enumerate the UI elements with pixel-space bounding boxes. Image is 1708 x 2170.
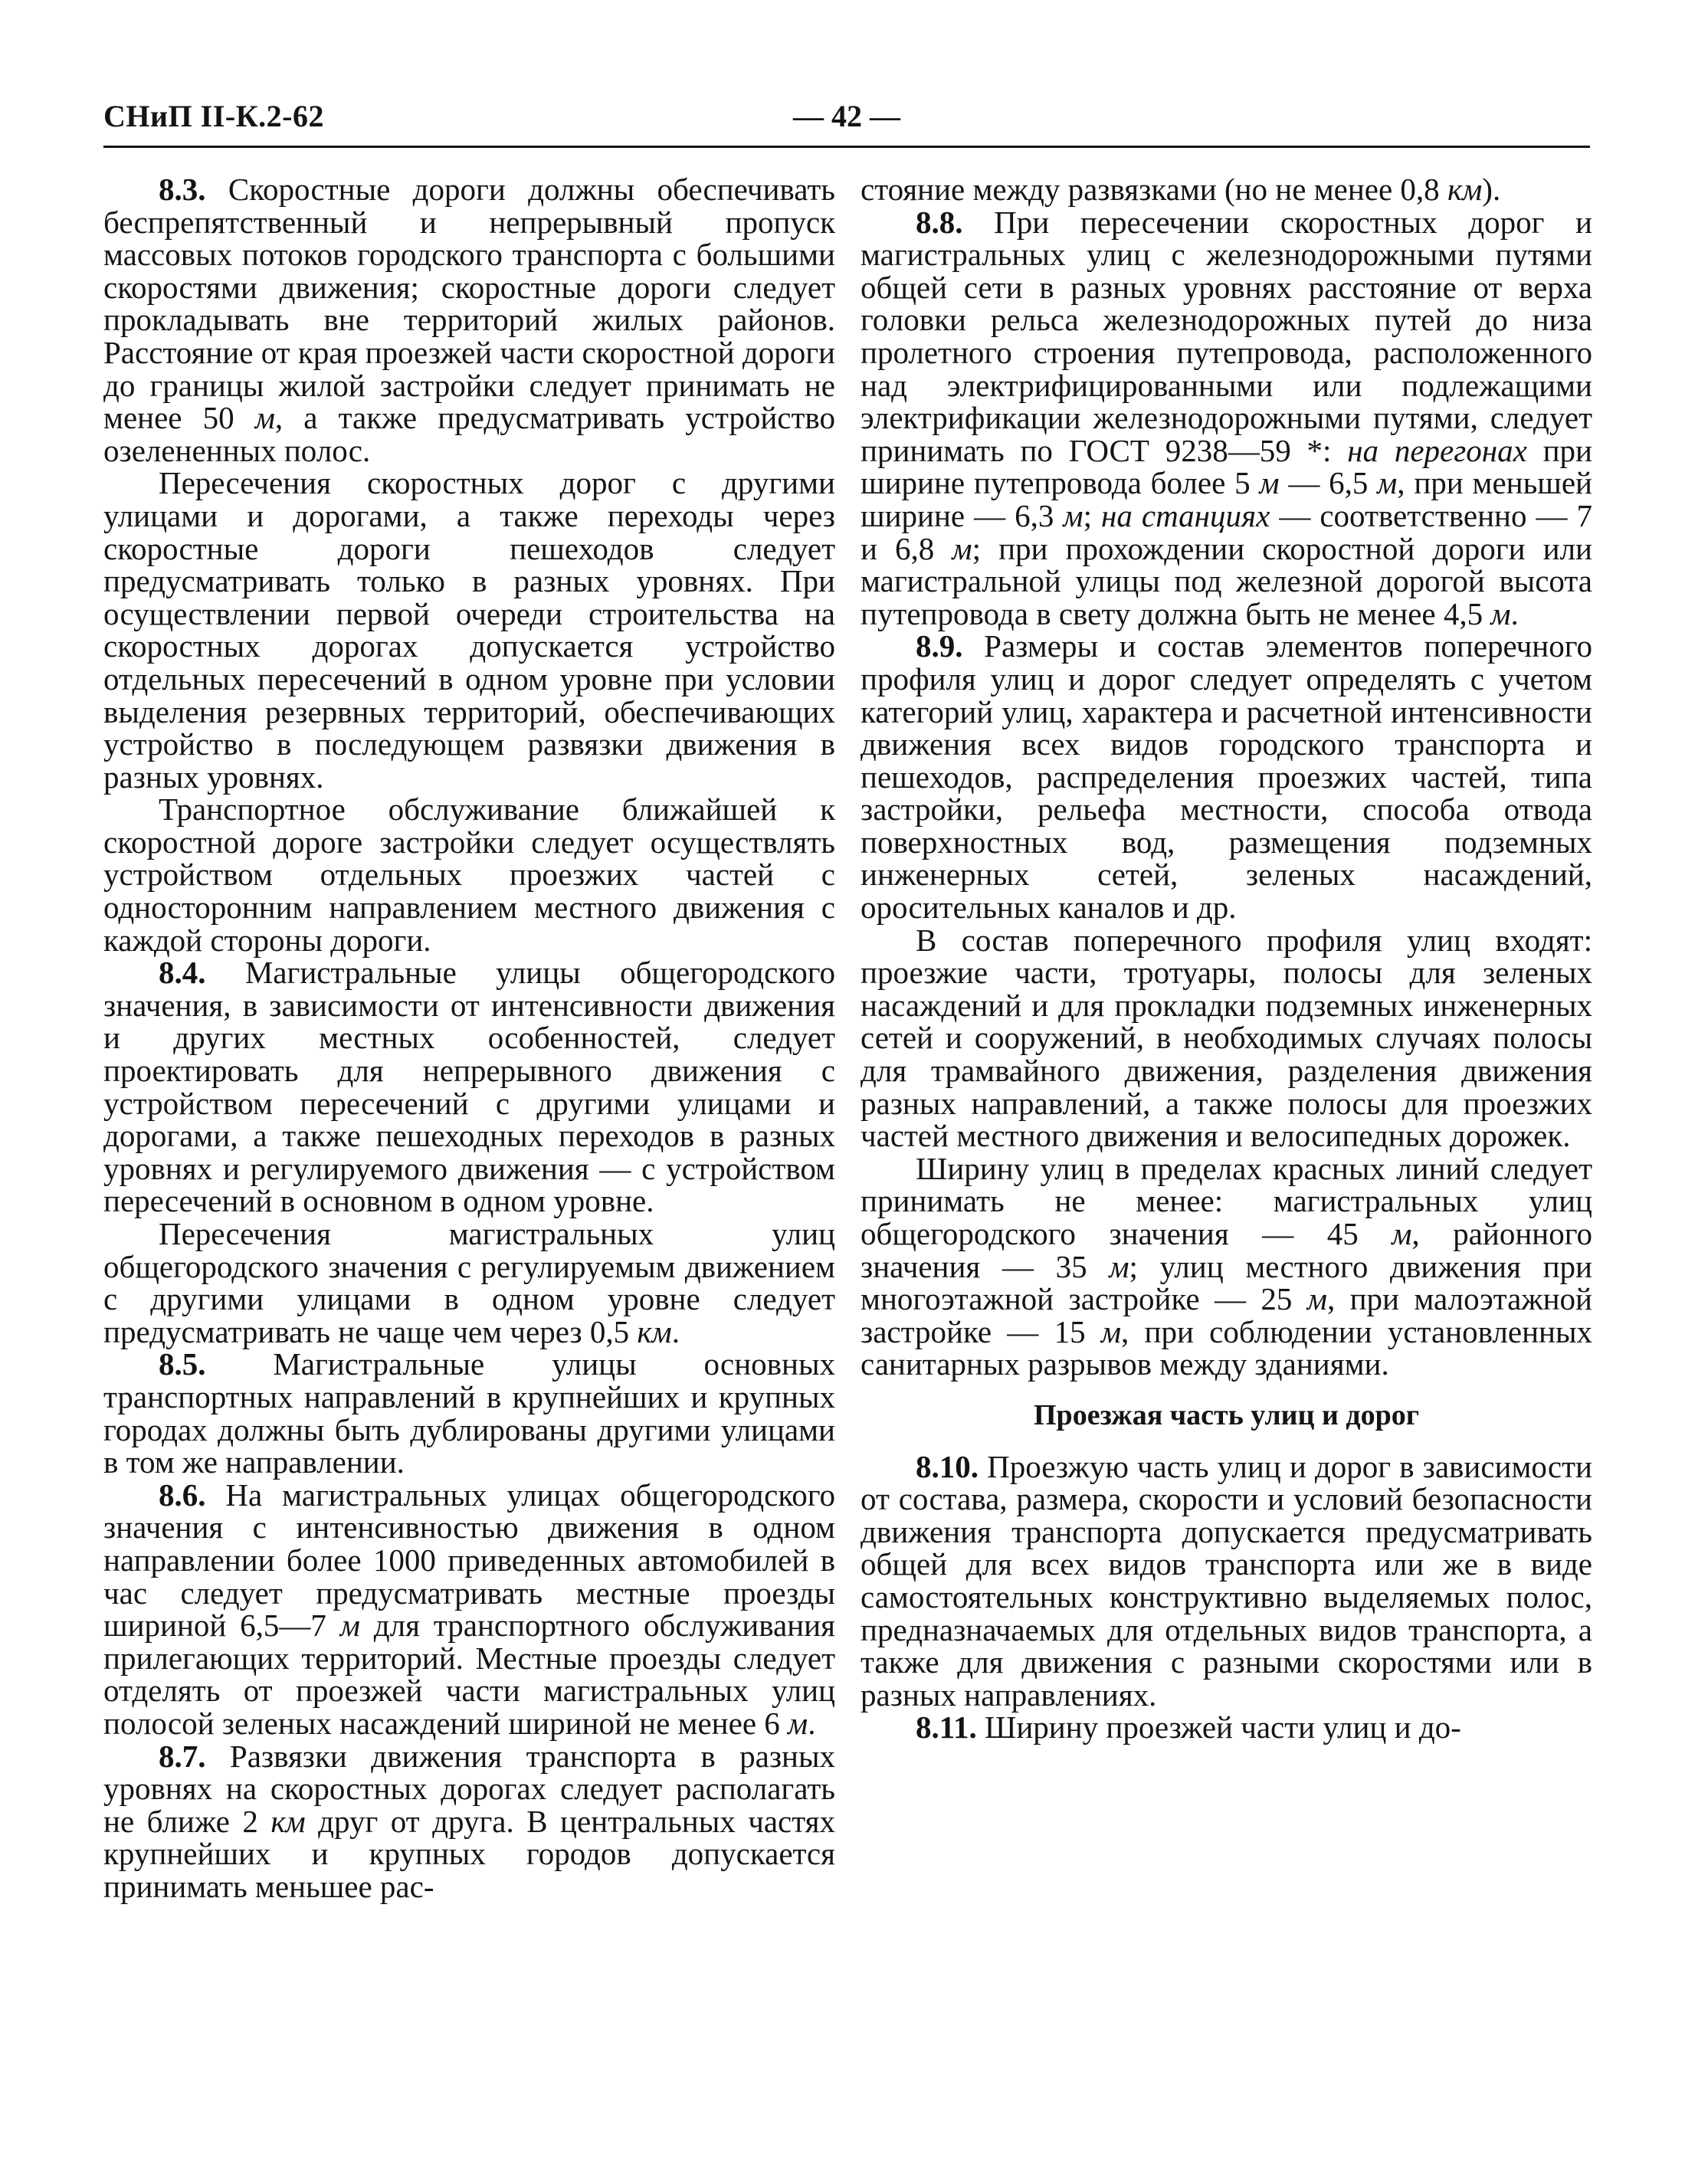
paragraph-8-9-composition: В состав поперечного профиля улиц входят: проезжие части, тротуары, полосы для зеленых насаждений и для прокладки подземных инженерных сетей и сооружений, в необходимых случаях полосы для трамвайного движения, разделения движения разных направлений, а также полосы для проезжих частей местного движения и велосипедных дорожек. [861, 922, 1592, 1154]
unit-m: м [1306, 1281, 1327, 1317]
section-title: Проезжая часть улиц и дорог [1034, 1398, 1419, 1431]
unit-m: м [254, 400, 275, 436]
paragraph-8-5: 8.5. Магистральные улицы основных транспортных направлений в крупнейших и крупных городах должны быть дублированы другими улицами в том же направлении. [103, 1346, 835, 1480]
clause-number: 8.10. [916, 1448, 979, 1484]
paragraph-8-7: 8.7. Развязки движения транспорта в разных уровнях на скоростных дорогах следует располагать не ближе 2 км друг от друга. В центральных частях крупнейших и крупных городов допускается принимать меньшее рас- [103, 1738, 835, 1904]
unit-m: м [788, 1705, 808, 1741]
italic-term: на перегонах [1347, 432, 1527, 468]
clause-number: 8.7. [159, 1738, 206, 1774]
italic-term: на станциях [1101, 497, 1270, 533]
paragraph-8-8: 8.8. При пересечении скоростных дорог и магистральных улиц с железнодорожными путями общей сети в разных уровнях расстояние от верха головки рельса железнодорожных путей до низа пролетного строения путепровода, расположенного над электрифицированными или подлежащими электрификации железнодорожными путями, следует принимать по ГОСТ 9238—59 *: на перегонах при ширине путепровода более 5 м — 6,5 м, при меньшей ширине — 6,3 м; на станциях — соответственно — 7 и 6,8 м; при прохождении скоростной дороги или магистральной улицы под железной дорогой высота путепровода в свету должна быть не менее 4,5 м. [861, 204, 1593, 631]
paragraph-8-4: 8.4. Магистральные улицы общегородского значения, в зависимости от интенсивности движения и других местных особенностей, следует проектировать для непрерывного движения с устройством пересечений с другими улицами и дорогами, а также пешеходных переходов в разных уровнях и регулируемого движения — с устройством пересечений в основном в одном уровне. [103, 955, 835, 1219]
unit-km: км [637, 1313, 672, 1349]
clause-number: 8.3. [159, 172, 206, 207]
left-column [103, 173, 835, 1903]
clause-number: 8.4. [159, 955, 206, 991]
unit-m: м [1100, 1313, 1121, 1349]
document-code: СНиП II-К.2-62 [103, 99, 324, 133]
paragraph-8-4-intersections: Пересечения магистральных улиц общегородского значения с регулируемым движением с другими улицами в одном уровне следует предусматривать не чаще чем через 0,5 км. [103, 1216, 835, 1349]
unit-km: км [270, 1803, 306, 1839]
paragraph-8-6: 8.6. На магистральных улицах общегородского значения с интенсивностью движения в одном направлении более 1000 приведенных автомобилей в час следует предусматривать местные проезды шириной 6,5—7 м для транспортного обслуживания прилегающих территорий. Местные проезды следует отделять от проезжей части магистральных улиц полосой зеленых насаждений шириной не менее 6 м. [103, 1477, 835, 1741]
right-column [861, 173, 1592, 1744]
clause-number: 8.9. [916, 628, 963, 664]
running-head [103, 98, 1590, 141]
unit-m: м [1377, 465, 1398, 501]
unit-m: м [952, 530, 972, 566]
clause-number: 8.11. [916, 1709, 977, 1746]
unit-m: м [1109, 1248, 1129, 1284]
paragraph-8-7-continued: стояние между развязками (но не менее 0,8 км). [861, 172, 1501, 207]
page-number: — 42 — [793, 99, 900, 133]
paragraph-8-11: 8.11. Ширину проезжей части улиц и до- [916, 1709, 1461, 1746]
unit-m: м [339, 1608, 360, 1644]
paragraph-8-9-widths: Ширину улиц в пределах красных линий следует принимать не менее: магистральных улиц общегородского значения — 45 м, районного значения — 35 м; улиц местного движения при многоэтажной застройке — 25 м, при малоэтажной застройке — 15 м, при соблюдении установленных санитарных разрывов между зданиями. [861, 1150, 1593, 1382]
paragraph-8-3-service: Транспортное обслуживание ближайшей к скоростной дороге застройки следует осуществлять устройством отдельных проезжих частей с односторонним направлением местного движения с каждой стороны дороги. [103, 792, 835, 958]
header-rule [103, 146, 1590, 148]
paragraph-8-3: 8.3. Скоростные дороги должны обеспечивать беспрепятственный и непрерывный пропуск массовых потоков городского транспорта с большими скоростями движения; скоростные дороги следует прокладывать вне территорий жилых районов. Расстояние от края проезжей части скоростной дороги до границы жилой застройки следует принимать не менее 50 м, а также предусматривать устройство озелененных полос. [103, 172, 836, 468]
unit-m: м [1063, 497, 1083, 533]
unit-m: м [1259, 465, 1280, 501]
paragraph-8-9: 8.9. Размеры и состав элементов поперечного профиля улиц и дорог следует определять с учетом категорий улиц, характера и расчетной интенсивности движения всех видов городского транспорта и пешеходов, распределения проезжих частей, типа застройки, рельефа местности, способа отвода поверхностных вод, размещения подземных инженерных сетей, зеленых насаждений, оросительных каналов и др. [861, 628, 1592, 926]
paragraph-8-10: 8.10. Проезжую часть улиц и дорог в зависимости от состава, размера, скорости и условий безопасности движения транспорта допускается предусматривать общей для всех видов транспорта или же в виде самостоятельных конструктивно выделяемых полос, предназначаемых для отдельных видов транспорта, а также для движения с разными скоростями или в разных направлениях. [861, 1448, 1592, 1713]
clause-number: 8.5. [159, 1346, 206, 1382]
unit-m: м [1490, 595, 1511, 631]
unit-m: м [1392, 1216, 1412, 1251]
unit-km: км [1447, 172, 1483, 207]
clause-number: 8.8. [916, 204, 963, 240]
clause-number: 8.6. [159, 1477, 206, 1513]
paragraph-8-3-intersections: Пересечения скоростных дорог с другими улицами и дорогами, а также переходы через скоростные дороги пешеходов следует предусматривать только в разных уровнях. При осуществлении первой очереди строительства на скоростных дорогах допускается устройство отдельных пересечений в одном уровне при условии выделения резервных территорий, обеспечивающих устройство в последующем развязки движения в разных уровнях. [103, 465, 835, 795]
